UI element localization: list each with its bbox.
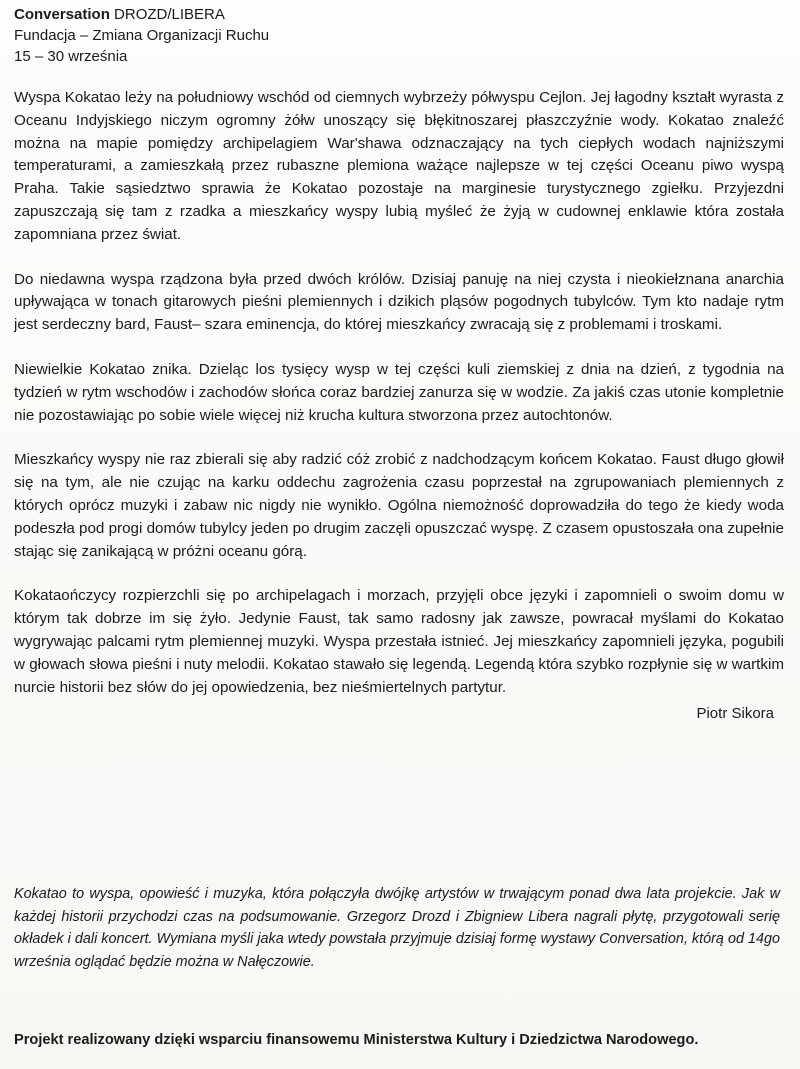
paragraph: Kokataończycy rozpierzchli się po archipelagach i morzach, przyjęli obce języki i zapomnieli o swoim domu w którym tak dobrze im się żyło. Jedynie Faust, tak samo radosny jak zawsze, powracał myślami do Kokatao wygrywając palcami rytm plemiennej muzyki. Wyspa przestała istnieć. Jej mieszkańcy zapomnieli języka, pogubili w głowach słowa pieśni i nuty melodii. Kokatao stawało się legendą. Legendą która szybko rozpłynie się w wartkim nurcie historii bez słów do jej opowiedzenia, bez nieśmiertelnych partytur. [14, 587, 784, 696]
paragraph: Mieszkańcy wyspy nie raz zbierali się aby radzić cóż zrobić z nadchodzącym końcem Kokatao. Faust długo głowił się na tym, ale nie czując na karku oddechu zagrożenia czasu poprzestał na zgrupowaniach plemiennych z których oprócz muzyki i zabaw nic nigdy nie wynikło. Ogólna niemożność doprowadziła do tego że kiedy woda podeszła pod progi domów tubylcy jeden po drugim zaczęli opuszczać wyspę. Z czasem opustoszała ona zupełnie stając się zanikającą w próżni oceanu górą. [14, 451, 784, 560]
main-text [14, 87, 784, 725]
paragraph: Do niedawna wyspa rządzona była przed dwóch królów. Dzisiaj panuję na niej czysta i nieokiełznana anarchia upływająca w tonach gitarowych pieśni plemiennych i dzikich pląsów pogodnych tubylców. Tym kto nadaje rytm jest serdeczny bard, Faust– szara eminencja, do której mieszkańcy zwracają się z problemami i troskami. [14, 270, 784, 334]
title-rest: DROZD/LIBERA [109, 6, 225, 23]
header-block [14, 4, 784, 67]
paragraph: Wyspa Kokatao leży na południowy wschód od ciemnych wybrzeży półwyspu Cejlon. Jej łagodny kształt wyrasta z Oceanu Indyjskiego niczym ogromny żółw unoszący się błękitnoszarej płaszczyźnie wody. Kokatao znaleźć można na mapie pomiędzy archipelagiem War'shawa odznaczający na tych ciepłych wodach najniższymi temperaturami, a zamieszkałą przez rubaszne plemiona ważące najlepsze w tej części Oceanu piwo wyspą Praha. Takie sąsiedztwo sprawia że Kokatao pozostaje na marginesie turystycznego zgiełku. Przyjezdni zapuszczają się tam z rzadka a mieszkańcy wyspy lubią myśleć że żyją w cudownej enklawie która została zapomniana przez świat. [14, 89, 784, 243]
funding-footer: Projekt realizowany dzięki wsparciu finansowemu Ministerstwa Kultury i Dziedzictwa Narodowego. [14, 1032, 699, 1048]
exhibition-title [14, 4, 784, 25]
title-bold: Conversation [14, 6, 110, 23]
exhibition-dates: 15 – 30 września [14, 48, 128, 65]
author-signature: Piotr Sikora [696, 705, 774, 723]
paragraph: Niewielkie Kokatao znika. Dzieląc los tysięcy wysp w tej części kuli ziemskiej z dnia na dzień, z tygodnia na tydzień w rytm wschodów i zachodów słońca coraz bardziej zanurza się w wodzie. Za jakiś czas utonie kompletnie nie pozostawiając po sobie wiele więcej niż krucha kultura stworzona przez autochtonów. [14, 360, 784, 424]
project-note: Kokatao to wyspa, opowieść i muzyka, która połączyła dwójkę artystów w trwającym ponad dwa lata projekcie. Jak w każdej historii przychodzi czas na podsumowanie. Grzegorz Drozd i Zbigniew Libera nagrali płytę, przygotowali serię okładek i dali koncert. Wymiana myśli jaka wtedy powstała przyjmuje dzisiaj formę wystawy Conversation, którą od 14go września oglądać będzie można w Nałęczowie. [14, 886, 780, 970]
organization-name: Fundacja – Zmiana Organizacji Ruchu [14, 27, 270, 44]
